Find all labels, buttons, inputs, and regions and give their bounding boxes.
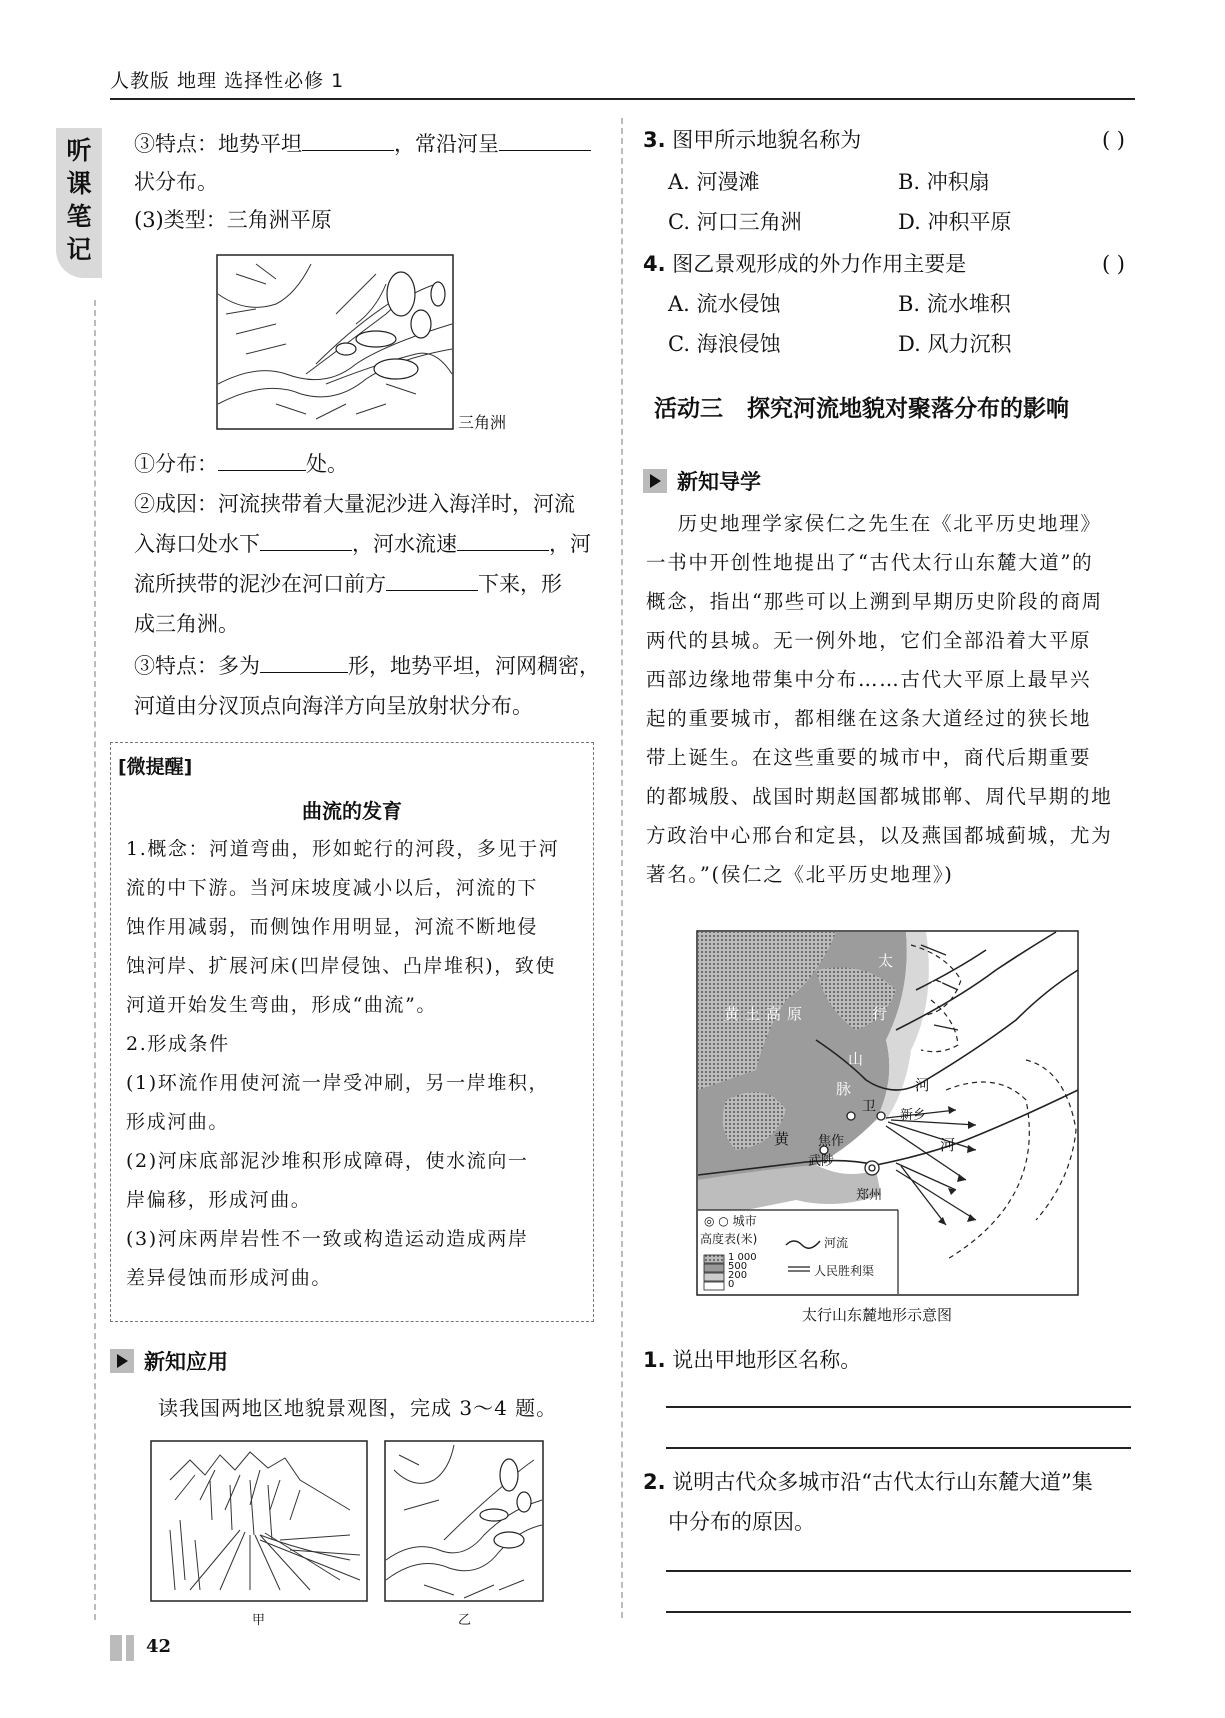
question-3: 3. 图甲所示地貌名称为 ( ) — [643, 120, 1133, 160]
distribution-line: ①分布： 处。 — [134, 452, 348, 476]
map-label: 黄 — [774, 1130, 790, 1148]
margin-dashed-line — [94, 300, 96, 1620]
guide-header: 新知导学 — [643, 466, 761, 496]
side-char: 听 — [66, 136, 92, 165]
column-separator — [621, 118, 623, 1618]
option-b[interactable]: B. 流水堆积 — [898, 292, 1011, 316]
map-label-wuzhi: 武陟 — [808, 1154, 835, 1169]
delta-figure — [216, 254, 454, 430]
answer-paren[interactable]: ( ) — [1101, 128, 1125, 152]
feature-line: ③特点：地势平坦 ，常沿河呈 — [134, 124, 591, 164]
paragraph-line: 概念，指出“那些可以上溯到早期历史阶段的商周 — [646, 590, 1103, 613]
question-1: 1. 说出甲地形区名称。 — [643, 1348, 862, 1372]
play-icon — [110, 1349, 134, 1373]
side-label — [62, 134, 96, 266]
tip-line: (1)环流作用使河流一岸受冲刷，另一岸堆积， — [126, 1072, 550, 1094]
answer-line[interactable] — [666, 1447, 1131, 1449]
tip-line: 1.概念：河道弯曲，形如蛇行的河段，多见于河 — [126, 838, 560, 860]
figure-jia — [150, 1440, 368, 1602]
map-label: 脉 — [836, 1080, 852, 1098]
delta-feature-line: ③特点：多为 形，地势平坦，河网稠密， — [134, 654, 600, 678]
legend-height-title: 高度表(米) — [700, 1232, 758, 1246]
tip-line: (3)河床两岸岩性不一致或构造运动造成两岸 — [126, 1228, 529, 1250]
option-a[interactable]: A. 流水侵蚀 — [668, 292, 781, 316]
page-number: 42 — [146, 1636, 172, 1657]
figure-yi-caption: 乙 — [458, 1613, 472, 1628]
feature-line-end: 状分布。 — [134, 170, 218, 194]
answer-line[interactable] — [666, 1570, 1131, 1572]
paragraph-line: 历史地理学家侯仁之先生在《北平历史地理》 — [646, 512, 1102, 535]
paragraph-line: 方政治中心邢台和定县，以及燕国都城蓟城，尤为 — [646, 824, 1113, 847]
play-icon — [643, 469, 667, 493]
map-label: 行 — [872, 1005, 888, 1023]
paragraph-line: 带上诞生。在这些重要的城市中，商代后期重要 — [646, 746, 1092, 769]
tip-line: 蚀河岸、扩展河床(凹岸侵蚀、凸岸堆积)，致使 — [126, 955, 557, 977]
tip-label: [微提醒] — [118, 756, 193, 778]
side-char: 记 — [66, 235, 92, 264]
legend-river: 河流 — [824, 1236, 849, 1250]
map-label-plateau: 黄土高原 — [724, 1005, 809, 1023]
tip-line: 2.形成条件 — [126, 1033, 230, 1055]
figure-yi — [384, 1440, 544, 1602]
paragraph-line: 两代的县城。无一例外地，它们全部沿着大平原 — [646, 629, 1092, 652]
map-label-jiaozuo: 焦作 — [818, 1134, 845, 1149]
paragraph-line: 起的重要城市，都相继在这条大道经过的狭长地 — [646, 707, 1092, 730]
paragraph-line: 一书中开创性地提出了“古代太行山东麓大道”的 — [646, 551, 1094, 574]
option-c[interactable]: C. 海浪侵蚀 — [668, 332, 781, 356]
option-a[interactable]: A. 河漫滩 — [668, 170, 760, 194]
legend-city: ◎ ○ 城市 — [704, 1214, 757, 1228]
cause-line-1: ②成因：河流挟带着大量泥沙进入海洋时，河流 — [134, 492, 575, 516]
map-label: 河 — [915, 1076, 931, 1094]
answer-paren[interactable]: ( ) — [1101, 252, 1125, 276]
paragraph-line: 西部边缘地带集中分布……古代大平原上最早兴 — [646, 668, 1092, 691]
footer-bar — [126, 1635, 134, 1661]
map-label-xinxiang: 新乡 — [900, 1108, 927, 1123]
legend-canal: 人民胜利渠 — [814, 1264, 875, 1278]
tip-line: 蚀作用减弱，而侧蚀作用明显，河流不断地侵 — [126, 916, 539, 938]
activity-title: 活动三 探究河流地貌对聚落分布的影响 — [654, 396, 1070, 422]
question-4: 4. 图乙景观形成的外力作用主要是 ( ) — [643, 244, 1133, 284]
question-2-cont: 中分布的原因。 — [668, 1510, 815, 1534]
map-label-jia: 甲 — [930, 981, 944, 997]
header-rule — [110, 98, 1135, 100]
tip-line: 形成河曲。 — [126, 1111, 230, 1133]
map-label: 山 — [848, 1050, 864, 1068]
paragraph-line: 著名。”(侯仁之《北平历史地理》) — [646, 863, 954, 886]
tip-line: 差异侵蚀而形成河曲。 — [126, 1267, 333, 1289]
tip-line: (2)河床底部泥沙堆积形成障碍，使水流向一 — [126, 1150, 529, 1172]
map-label-zhengzhou: 郑州 — [856, 1188, 883, 1203]
side-char: 笔 — [66, 202, 92, 231]
map-label-wei: 卫 — [862, 1099, 876, 1115]
map-caption: 太行山东麓地形示意图 — [802, 1306, 953, 1324]
answer-line[interactable] — [666, 1611, 1131, 1613]
cause-line-4: 成三角洲。 — [134, 612, 239, 636]
option-b[interactable]: B. 冲积扇 — [898, 170, 990, 194]
legend-levels: 1 000 500 200 0 — [728, 1252, 757, 1290]
tip-title: 曲流的发育 — [302, 799, 402, 823]
tip-line: 岸偏移，形成河曲。 — [126, 1189, 312, 1211]
answer-line[interactable] — [666, 1406, 1131, 1408]
option-d[interactable]: D. 风力沉积 — [898, 332, 1012, 356]
apply-intro: 读我国两地区地貌景观图，完成 3～4 题。 — [158, 1396, 558, 1420]
figure-jia-caption: 甲 — [252, 1613, 266, 1628]
option-d[interactable]: D. 冲积平原 — [898, 210, 1012, 234]
delta-feature-line-2: 河道由分汊顶点向海洋方向呈放射状分布。 — [134, 694, 533, 718]
question-2: 2. 说明古代众多城市沿“古代太行山东麓大道”集 — [643, 1470, 1093, 1494]
option-c[interactable]: C. 河口三角洲 — [668, 210, 802, 234]
tip-line: 河道开始发生弯曲，形成“曲流”。 — [126, 994, 438, 1016]
cause-line-3: 流所挟带的泥沙在河口前方 下来，形 — [134, 572, 562, 596]
type-line: (3)类型：三角洲平原 — [134, 208, 332, 232]
map-label: 太 — [878, 952, 894, 970]
tip-line: 流的中下游。当河床坡度减小以后，河流的下 — [126, 877, 539, 899]
map-label: 河 — [940, 1136, 956, 1154]
apply-header: 新知应用 — [110, 1346, 228, 1376]
footer-bar — [110, 1635, 122, 1661]
running-header: 人教版 地理 选择性必修 1 — [110, 70, 345, 92]
delta-caption: 三角洲 — [458, 413, 507, 432]
paragraph-line: 的都城殷、战国时期赵国都城邯郸、周代早期的地 — [646, 785, 1113, 808]
cause-line-2: 入海口处水下 ，河水流速 ，河 — [134, 532, 591, 556]
side-char: 课 — [66, 169, 92, 198]
